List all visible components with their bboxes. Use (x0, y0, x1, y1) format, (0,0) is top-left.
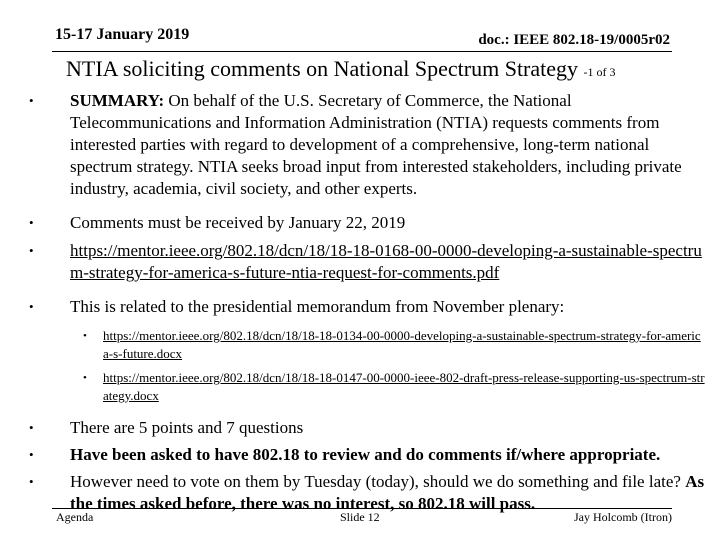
footer-agenda: Agenda (56, 510, 94, 524)
footer-slide-number: Slide 12 (340, 510, 380, 524)
related-text: This is related to the presidential memorandum from November plenary: (70, 297, 565, 316)
bullet-icon: • (29, 420, 34, 435)
bullet-related (26, 296, 706, 318)
bullet-points (26, 417, 706, 439)
bullet-main-link (26, 240, 706, 284)
header-divider (52, 51, 672, 52)
summary-label: SUMMARY: (70, 91, 165, 110)
sub-link-1[interactable]: https://mentor.ieee.org/802.18/dcn/18/18-18-0134-00-0000-developing-a-sustainable-spectrum-strategy-for-america-s-future.docx (103, 328, 701, 361)
bullet-asked (26, 444, 706, 466)
slide-title-suffix: -1 of 3 (583, 65, 616, 79)
deadline-text: Comments must be received by January 22, 2019 (70, 213, 406, 232)
bullet-icon: • (29, 243, 34, 258)
vote-text: However need to vote on them by Tuesday (today), should we do something and file late? (70, 472, 681, 491)
bullet-icon: • (29, 447, 34, 462)
footer-author: Jay Holcomb (Itron) (574, 510, 672, 524)
summary-text: On behalf of the U.S. Secretary of Commerce, the National Telecommunications and Information Administration (NTIA) requests comments from interested parties with regard to development of a comprehensive, long-term national spectrum strategy. NTIA seeks broad input from interested stakeholders, including private industry, academia, civil society, and other experts. (70, 91, 682, 198)
asked-text: Have been asked to have 802.18 to review and do comments if/where appropriate. (70, 445, 661, 464)
bullet-icon: • (29, 474, 34, 489)
sub-link-2[interactable]: https://mentor.ieee.org/802.18/dcn/18/18-18-0147-00-0000-ieee-802-draft-press-release-supporting-us-spectrum-strategy.docx (103, 370, 705, 403)
bullet-summary (26, 90, 706, 200)
bullet-icon: • (29, 215, 34, 230)
header-doc-id: doc.: IEEE 802.18-19/0005r02 (478, 32, 670, 48)
points-text: There are 5 points and 7 questions (70, 418, 304, 437)
header-date: 15-17 January 2019 (55, 26, 190, 43)
sub-bullet-1 (26, 327, 706, 363)
sub-bullet-2 (26, 369, 706, 405)
bullet-icon: • (29, 299, 34, 314)
footer-divider (52, 508, 672, 509)
bullet-deadline (26, 212, 706, 234)
vote-bold-text: As the times asked before, there was no interest, so 802.18 will pass. (70, 472, 705, 513)
bullet-icon: • (29, 93, 34, 108)
main-doc-link[interactable]: https://mentor.ieee.org/802.18/dcn/18/18-18-0168-00-0000-developing-a-sustainable-spectrum-strategy-for-america-s-future-ntia-request-for-comments.pdf (70, 241, 702, 282)
slide-body (26, 90, 706, 515)
bullet-icon: • (83, 330, 87, 342)
slide-title-text: NTIA soliciting comments on National Spectrum Strategy (66, 56, 579, 81)
slide-title (66, 56, 616, 82)
bullet-icon: • (83, 372, 87, 384)
